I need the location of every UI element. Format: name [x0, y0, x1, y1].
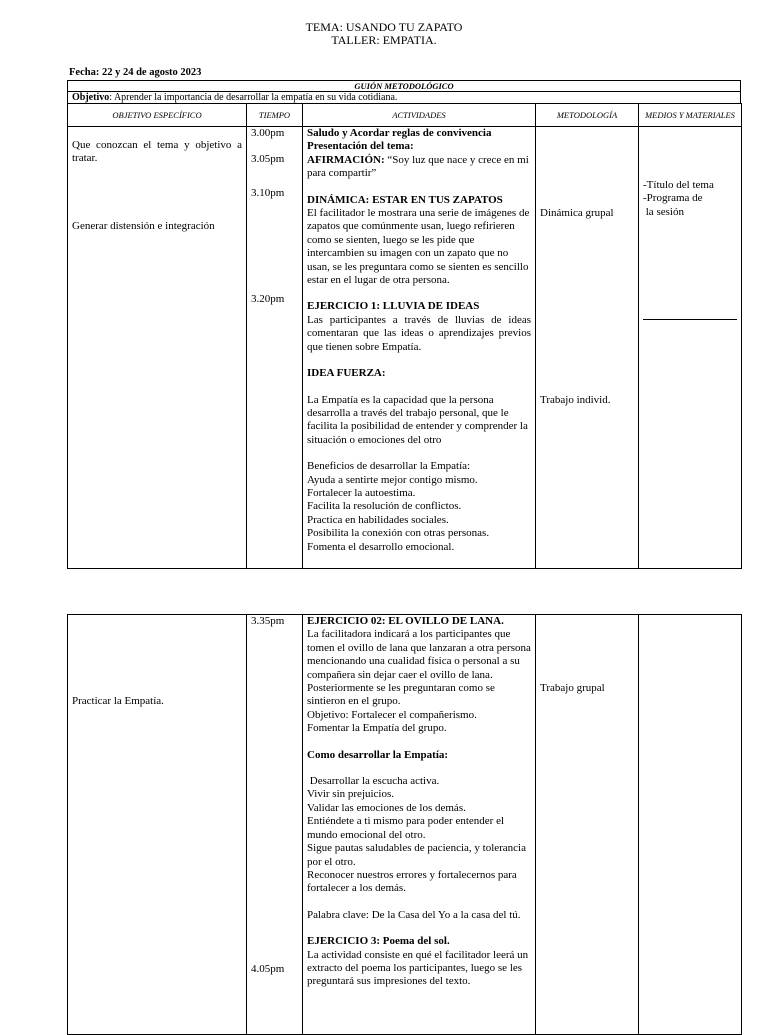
list-item: Fortalecer la autoestima. [307, 486, 416, 499]
idea-fuerza-title: IDEA FUERZA: [307, 367, 386, 380]
guion-table-2 [67, 614, 742, 1035]
ejercicio1-title: EJERCICIO 1: LLUVIA DE IDEAS [307, 300, 480, 313]
list-item: la sesión [643, 205, 684, 218]
list-item: Reconocer nuestros errores y fortalecernos para fortalecer a los demás. [307, 868, 517, 895]
ejercicio2-more: Objetivo: Fortalecer el compañerismo. [307, 708, 477, 721]
objetivo-especifico-cell [68, 615, 247, 1035]
divider [643, 319, 737, 320]
col-metodologia: METODOLOGÍA [536, 104, 639, 127]
ejercicio1-text: Las participantes a través de lluvias de ideas comentaran que las ideas o aprendizajes previos que tienen sobre Empatía. [307, 313, 531, 353]
como-list [307, 775, 531, 896]
guion-title: GUIÓN METODOLÓGICO [67, 80, 741, 92]
col-actividades: ACTIVIDADES [303, 104, 536, 127]
objetivo-label: Objetivo [72, 92, 110, 103]
objetivo-item: Que conozcan el tema y objetivo a tratar. [72, 139, 242, 165]
dinamica-title: DINÁMICA: ESTAR EN TUS ZAPATOS [307, 193, 503, 206]
metodologia-cell [536, 127, 639, 569]
list-item: Facilita la resolución de conflictos. [307, 500, 462, 513]
list-item: Practica en habilidades sociales. [307, 513, 449, 526]
medios-cell [639, 127, 742, 569]
metodologia-item: Trabajo individ. [540, 394, 611, 407]
fecha-line: Fecha: 22 y 24 de agosto 2023 [69, 67, 202, 78]
como-title: Como desarrollar la Empatía: [307, 748, 449, 761]
ejercicio2-title: EJERCICIO 02: EL OVILLO DE LANA. [307, 615, 504, 627]
ejercicio2-more: Fomentar la Empatía del grupo. [307, 722, 447, 735]
time-label: 3.35pm [251, 615, 285, 627]
col-medios: MEDIOS Y MATERIALES [639, 104, 742, 127]
list-item: Entiéndete a ti mismo para poder entender el mundo emocional del otro. [307, 815, 505, 841]
list-item: Sigue pautas saludables de paciencia, y tolerancia por el otro. [307, 842, 526, 868]
metodologia-item: Dinámica grupal [540, 207, 614, 219]
beneficios-list [307, 460, 531, 554]
palabra-clave: Palabra clave: De la Casa del Yo a la casa del tú. [307, 908, 521, 921]
time-label: 4.05pm [251, 963, 285, 976]
afirmacion-text: “Soy luz que nace y crece en mi para compartir” [307, 153, 529, 180]
afirmacion-label: AFIRMACIÓN: [307, 153, 385, 166]
column-header-row [68, 104, 742, 127]
list-item: Beneficios de desarrollar la Empatía: [307, 460, 471, 473]
list-item: Ayuda a sentirte mejor contigo mismo. [307, 473, 478, 486]
tiempo-cell [247, 127, 303, 569]
afirmacion-line [307, 154, 531, 181]
presentacion-line: Presentación del tema: [307, 140, 414, 153]
metodologia-cell [536, 615, 639, 1035]
list-item: -Programa de [643, 192, 703, 205]
time-label: 3.00pm [251, 127, 285, 139]
taller-heading: TALLER: EMPATIA. [331, 33, 437, 47]
time-label: 3.20pm [251, 293, 285, 306]
medios-list [639, 179, 741, 219]
col-objetivo-especifico: OBJETIVO ESPECÍFICO [68, 104, 247, 127]
actividades-cell [303, 127, 536, 569]
list-item: Posibilita la conexión con otras personas. [307, 527, 490, 540]
list-item: Validar las emociones de los demás. [307, 801, 466, 814]
objetivo-especifico-cell [68, 127, 247, 569]
ejercicio2-text: La facilitadora indicará a los participantes que tomen el ovillo de lana que lanzaran a otra persona mencionando una cualidad física o personal a su compañera sin dejar caer el ovillo de lana. [307, 628, 531, 681]
saludo-line: Saludo y Acordar reglas de convivencia [307, 127, 492, 139]
guion-table-1 [67, 103, 742, 569]
col-tiempo: TIEMPO [247, 104, 303, 127]
list-item: -Título del tema [643, 179, 714, 191]
ejercicio2-more: Posteriormente se les preguntaran como se sintieron en el grupo. [307, 682, 495, 708]
tema-heading: TEMA: USANDO TU ZAPATO [305, 20, 463, 34]
idea-fuerza-text: La Empatía es la capacidad que la persona desarrolla a través del trabajo personal, que le facilita la posibilidad de entender y comprender la situación o emociones del otro [307, 393, 528, 446]
objetivo-item: Generar distensión e integración [72, 219, 215, 232]
tiempo-cell [247, 615, 303, 1035]
ejercicio3-title: EJERCICIO 3: Poema del sol. [307, 935, 450, 948]
metodologia-item: Trabajo grupal [540, 682, 605, 694]
actividades-cell [303, 615, 536, 1035]
ejercicio3-text: La actividad consiste en qué el facilitador leerá un extracto del poema los participantes, luego se les preguntará sus impresiones del texto. [307, 948, 529, 988]
time-label: 3.10pm [251, 186, 285, 199]
list-item: Vivir sin prejuicios. [307, 788, 395, 801]
list-item: Fomenta el desarrollo emocional. [307, 540, 455, 553]
objetivo-item: Practicar la Empatía. [72, 695, 164, 707]
medios-cell [639, 615, 742, 1035]
table-row [68, 615, 742, 1035]
dinamica-text: El facilitador le mostrara una serie de imágenes de zapatos que comúnmente usan, luego refirieren como se sienten, luego se les pide que intercambien su imagen con un zapato que no usan, se les preguntara como se sienten es sencillo estar en el lugar de otra persona. [307, 207, 530, 287]
table-row [68, 127, 742, 569]
list-item: Desarrollar la escucha activa. [307, 775, 440, 788]
time-label: 3.05pm [251, 153, 285, 166]
objetivo-text: : Aprender la importancia de desarrollar la empatía en su vida cotidiana. [109, 92, 398, 103]
